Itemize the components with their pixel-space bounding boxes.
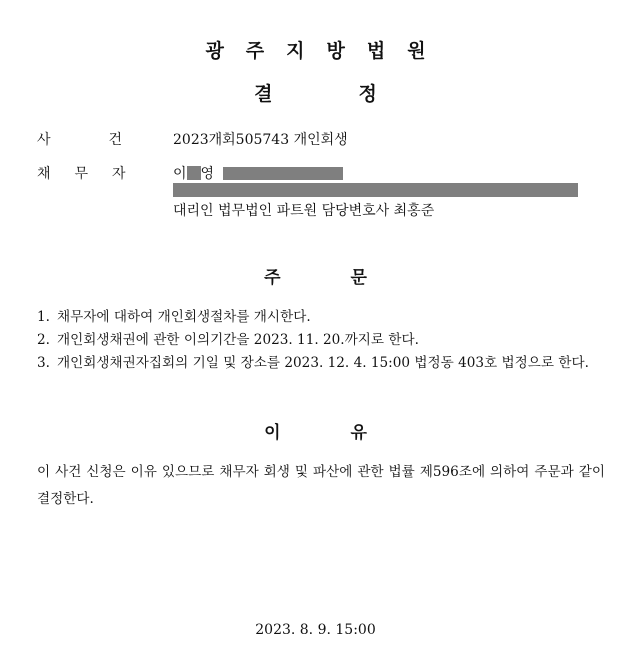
list-item	[37, 306, 607, 329]
redaction-block	[187, 166, 201, 180]
case-label: 사건	[37, 132, 181, 148]
redaction-block	[223, 167, 343, 180]
document-type-title: 결정	[254, 83, 463, 105]
redaction-block-address	[173, 183, 578, 197]
order-item-text: 개인회생채권자집회의 기일 및 장소를 2023. 12. 4. 15:00 법정동 403호 법정으로 한다.	[57, 355, 589, 371]
debtor-name	[173, 163, 343, 183]
debtor-name-last: 영	[200, 166, 215, 182]
order-heading: 주문	[264, 268, 437, 288]
order-item-number: 1.	[37, 309, 50, 325]
order-item-text: 채무자에 대하여 개인회생절차를 개시한다.	[57, 309, 311, 325]
case-value: 2023개회505743 개인회생	[173, 132, 348, 148]
list-item	[37, 329, 607, 352]
list-item	[37, 352, 607, 375]
reason-text: 이 사건 신청은 이유 있으므로 채무자 회생 및 파산에 관한 법률 제596조에 의하여 주문과 같이 결정한다.	[37, 464, 605, 507]
agent-line: 대리인 법무법인 파트원 담당변호사 최홍준	[173, 203, 435, 219]
order-item-number: 3.	[37, 355, 50, 371]
order-item-text: 개인회생채권에 관한 이의기간을 2023. 11. 20.까지로 한다.	[57, 332, 419, 348]
order-item-number: 2.	[37, 332, 50, 348]
debtor-name-first: 이	[173, 166, 187, 182]
reason-heading: 이유	[264, 423, 437, 443]
decision-date: 2023. 8. 9. 15:00	[255, 622, 376, 638]
order-list	[37, 306, 607, 375]
debtor-label: 채무자	[37, 166, 150, 182]
court-name-title: 광주지방법원	[205, 40, 448, 62]
